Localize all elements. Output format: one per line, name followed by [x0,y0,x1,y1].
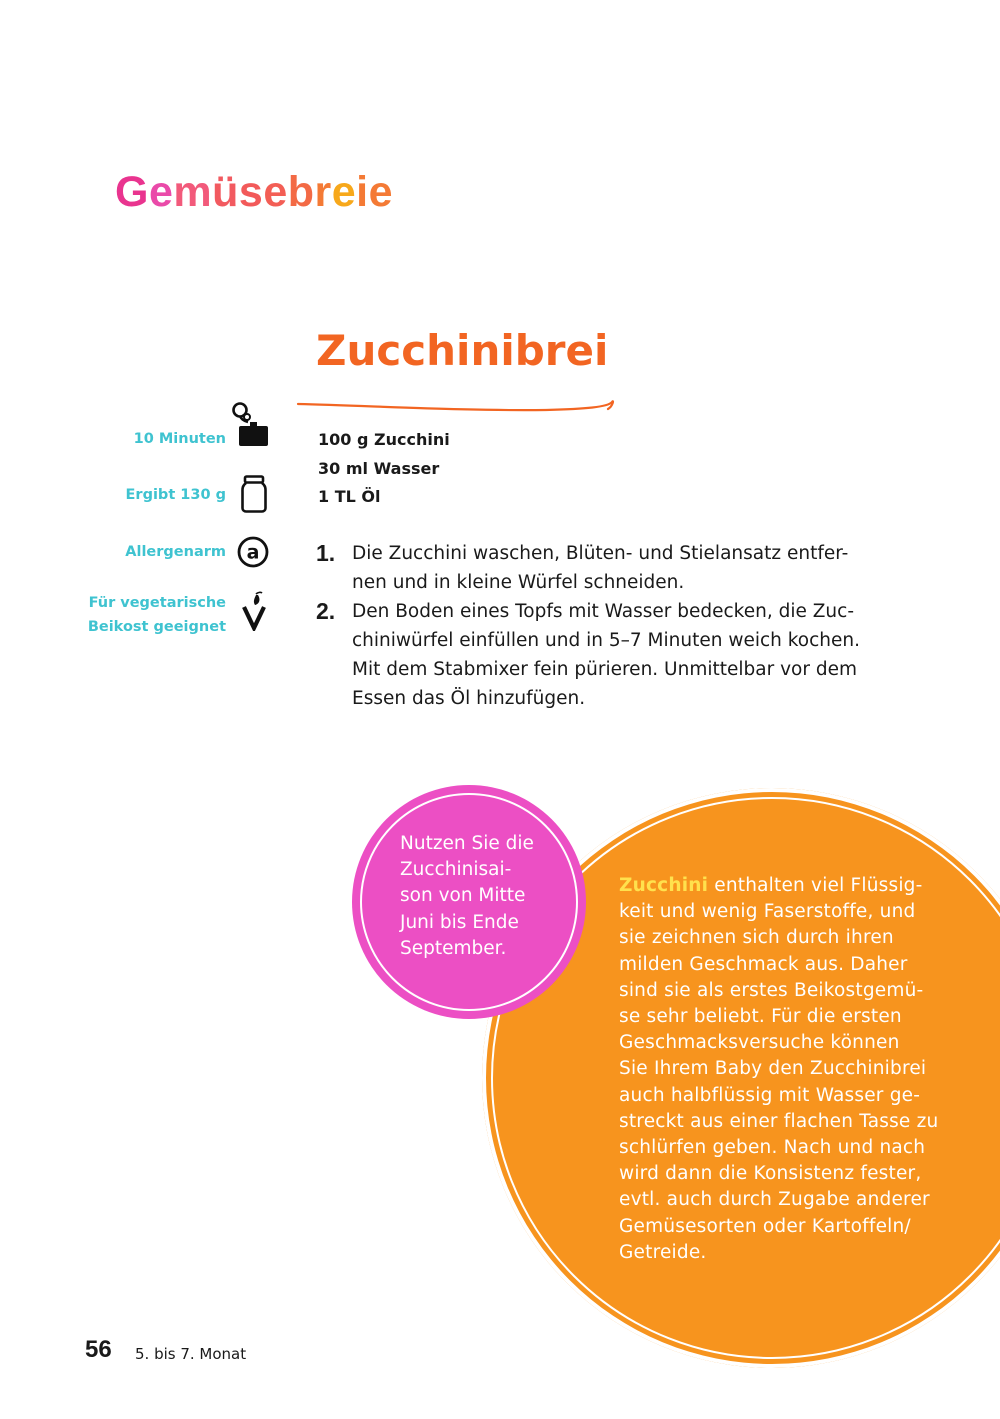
tip-line: Zucchinisai- [400,859,512,881]
section-title-letter: e [148,168,174,216]
info-line: schlürfen geben. Nach und nach [619,1137,926,1159]
ingredient-list [318,426,450,512]
vegetarian-v-icon [241,591,269,631]
step-number: 2. [316,598,336,624]
pink-tip-text [400,831,560,962]
chapter-label: 5. bis 7. Monat [135,1345,247,1363]
tip-line: Juni bis Ende [400,911,519,933]
section-title-letter: e [368,168,394,216]
yield-label: Ergibt 130 g [125,487,226,503]
tip-line: September. [400,937,507,959]
info-line: Sie Ihrem Baby den Zucchinibrei [619,1058,927,1080]
recipe-title: Zucchinibrei [316,326,609,375]
info-highlight: Zucchini [619,875,709,896]
title-underline-swoosh [296,396,618,418]
section-title-letter: i [356,168,369,216]
info-line: evtl. auch durch Zugabe anderer [619,1189,930,1211]
ingredient-item: 30 ml Wasser [318,458,440,478]
section-title-letter: e [331,168,357,216]
info-line [619,873,949,899]
step-line: Mit dem Stabmixer fein pürieren. Unmittelbar vor dem [352,659,857,680]
info-line: sind sie als erstes Beikostgemü- [619,979,924,1001]
step-line: Den Boden eines Topfs mit Wasser bedecken, die Zuc- [352,601,854,622]
vegetarian-label-line1: Für vegetarische [88,595,226,611]
preparation-steps [316,539,876,713]
allergen-a-icon [237,536,269,568]
info-line: Geschmacksversuche können [619,1032,900,1054]
time-label: 10 Minuten [133,431,226,447]
section-title-letter: b [287,168,315,216]
orange-info-text [619,873,949,1266]
step-item [316,539,876,597]
section-title-letter: ü [212,168,239,216]
page-number: 56 [85,1336,112,1363]
svg-text:a: a [246,541,260,564]
jar-icon [241,475,267,513]
section-title [115,168,393,217]
tip-line: Nutzen Sie die [400,833,534,854]
info-line: Getreide. [619,1241,707,1263]
ingredient-item: 1 TL Öl [318,487,381,506]
info-line: milden Geschmack aus. Daher [619,953,908,975]
step-line: nen und in kleine Würfel schneiden. [352,572,685,593]
section-title-letter: s [238,168,264,216]
info-line: auch halbflüssig mit Wasser ge- [619,1084,921,1106]
step-line: chiniwürfel einfüllen und in 5–7 Minuten weich kochen. [352,630,861,651]
info-line: se sehr beliebt. Für die ersten [619,1006,902,1028]
step-line: Die Zucchini waschen, Blüten- und Stielansatz entfer- [352,543,849,564]
section-title-letter: G [115,168,149,216]
vegetarian-label-line2: Beikost geeignet [87,619,226,635]
section-title-letter: e [263,168,288,216]
info-line: sie zeichnen sich durch ihren [619,927,894,949]
ingredient-item: 100 g Zucchini [318,430,450,449]
step-item [316,597,876,713]
info-line: keit und wenig Faserstoffe, und [619,901,916,923]
info-line: wird dann die Konsistenz fester, [619,1163,922,1185]
tip-line: son von Mitte [400,885,526,907]
allergen-label: Allergenarm [125,544,226,560]
step-number: 1. [316,540,336,566]
info-line-rest: enthalten viel Flüssig- [708,875,923,896]
info-line: Gemüsesorten oder Kartoffeln/ [619,1215,911,1237]
pot-timer-icon [229,400,271,448]
section-title-letter: r [314,168,332,216]
step-line: Essen das Öl hinzufügen. [352,688,586,709]
section-title-letter: m [173,168,213,216]
info-line: streckt aus einer flachen Tasse zu [619,1110,939,1132]
